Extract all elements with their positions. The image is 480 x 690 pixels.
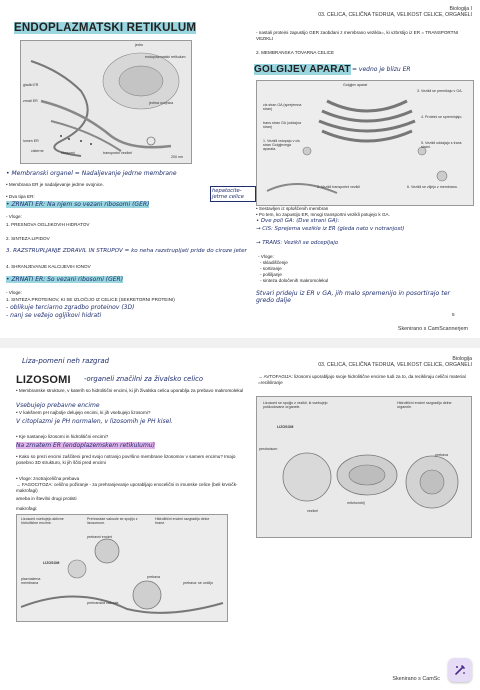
- golgi-summary-note: Stvari prideju iz ER v GA, jih malo spremenijo in posortirajo ter gredo dalje: [256, 290, 451, 304]
- hepatocytes-box: hepatocite- jetrne celice: [210, 186, 256, 202]
- page-number: 5: [452, 312, 455, 317]
- autophagy-note: → AVTOFAGIJA: lizosomi uporabljajo svoje hidrolitične encime tudi za to, da recikliraju celični material =recikliranje: [258, 374, 466, 385]
- lysosome-definition: -organeli značilni za živalsko celico: [84, 375, 204, 383]
- er-diagram: jedro endoplazmatski retikulum gladki ER zrnati ER lumen ER cisterne ribosomi jedrna ovojnica transportni vezikel 200 nm: [20, 40, 192, 164]
- scan-page-1: Biologija I 03. CELICA, CELIČNA TEORIJA, VELIKOST CELICE, ORGANELI ENDOPLAZMATSKI RETIKULUM jedro endoplazmatski retikulum gladki ER zrnati ER lumen ER cisterne ribosomi jedrna ovojnica transportni vezikel 200 nm - nastali proteini zapustijo GER zaobdani z membrano vezikla=, ki vzbrstijo iz ER = TRANSPORTNI VEZIKLI 2. MEMBRANSKA TOVARNA CELICE GOLGIJEV APARAT = vedno je blizu ER Golgijev aparat cis stran GA (sprejemna stran) trans stran GA (oddajna stran) 3. Vezikli se premikajo v GA. 1. Vezikli vstopajo v cis stran Golgijevega aparata. 4. Proteini se spreminjajo. 5. Vezikli oddajajo s trans strani. 6. Vezikli se zlijejo z membrano. 2. Vezikli transportni vezikli • Membranski organel = Nadaljevanje jedrne membrane • Membrana ER je nadaljevanje jedrne ovojnice. • Dva tipa ER: • ZRNATI ER: Na njem so vezani ribosomi (GER) - Vloge: 1. PRESNOVA OGLJIKOVIH HIDRATOV 2. SINTEZA LIPIDOV 3. RAZSTRUPLJANJE ZDRAVIL IN STRUPOV = ko neha razstrupljati pride do ciroze jeter 4. SHRANJEVANJE KALCIJEVIH IONOV • ZRNATI ER: So vezani ribosomi (GER) - Vloge: 1. SINTEZA PROTEINOV, KI SE IZLOČIJO IZ CELICE (SEKRETORNI PROTEINI) - oblikuje terciarno zgradbo proteinov (3D) - nanj se vežejo ogljikovi hidrati hepatocite- jetrne celice • Sestavljen iz sploščenih membran • Po tem, ko zapustijo ER, mnogi transportni vezikli potujejo k GA. • Dve poli GA: (Dve strani GA): → CIS: Sprejema vezikle iz ER (gleda nato v notranjost) → TRANS: Vezikli se odcepljajo - Vloge: - skladiščenje - sortiranje - pošiljanje - sinteza določenih makromolekul Stvari prideju iz ER v GA, jih malo spremenijo in posortirajo ter gredo dalje 5 Skenirano s CamScannerjem: [0, 0, 480, 338]
- scan-page-2: Biologija 03. CELICA, CELIČNA TEORIJA, VELIKOST CELICE, ORGANELI Liza-pomeni neh razgrad LIZOSOMI -organeli značilni za živalsko celico → AVTOFAGIJA: lizosomi uporabljajo svoje hidrolitične encime tudi za to, da recikliraju celični material =recikliranje • Membranske strukture, v katerih so hidrolitični encimi, ki jih živalska celica uporablja za prebavo makromolekul Vsebujejo prebavne encime • V kakšnem pH najbolje delujejo encimi, ki jih vsebujejo lizosomi? V citoplazmi je PH normalen, v lizosomih je PH kisel. • Kje nastanejo lizosomi in hidrolitični encimi? Na zrnatem ER (endoplazemskem retikulumu) • Kako so prezi encimi zaščiteni pred svojo notranjo površino membrane lizosomov v samem encimu? Imajo posebno 3D strukturo, ki jih ščiti pred encimi • Vloge: znotrajcelična prebava → FAGOCITOZA: celično požiranje - za prehranjevanje uporabljajo enocelični in imunske celice (beli krvničk-makrofagi) ameba in številni drugi protisti Lizosomi se spojijo z vezikli, ki vsebujejo poškodovane organele. Hidrolitični encimi razgradijo delne organele. LIZOSOM peroksisom prebava mitohondrij vezikel makrofagi: Lizosomi vsebujejo aktivne hidrolitične encime. Prehranske vakuole se spojijo z lizosomom. Hidrolitični encimi razgradijo delce hrane. prebavni encimi LIZOSOM plazmalema membrana prebava prehranska vakuola prebava: se uničijo Skenirano s CamSc: [0, 348, 480, 690]
- golgi-diagram: Golgijev aparat cis stran GA (sprejemna stran) trans stran GA (oddajna stran) 3. Vezikli se premikajo v GA. 1. Vezikli vstopajo v cis stran Golgijevega aparata. 4. Proteini se spreminjajo. 5. Vezikli oddajajo s trans strani. 6. Vezikli se zlijejo z membrano. 2. Vezikli transportni vezikli: [256, 80, 474, 206]
- lysis-note: Liza-pomeni neh razgrad: [22, 357, 110, 365]
- phagocytosis-diagram: Lizosomi vsebujejo aktivne hidrolitične encime. Prehranske vakuole se spojijo z lizosomom. Hidrolitični encimi razgradijo delce hrane. prebavni encimi LIZOSOM plazmalema membrana prebava prehranska vakuola prebava: se uničijo: [16, 514, 228, 622]
- page-header: Biologija 03. CELICA, CELIČNA TEORIJA, VELIKOST CELICE, ORGANELI: [318, 356, 472, 368]
- scanner-footer: Skenirano s CamScannerjem: [397, 326, 468, 332]
- membrane-factory-note: 2. MEMBRANSKA TOVARNA CELICE: [256, 50, 335, 55]
- golgi-handwritten-note: = vedno je blizu ER: [352, 66, 411, 73]
- membrane-organelle-note: • Membranski organel = Nadaljevanje jedrne membrane: [6, 170, 177, 177]
- macrophages-heading: makrofagi:: [16, 506, 38, 511]
- transport-vesicle-note: - nastali proteini zapustijo GER zaobdani z membrano vezikla=, ki vzbrstijo iz ER = TRANSPORTNI VEZIKLI: [256, 30, 459, 41]
- section-title-lysosomes: LIZOSOMI: [16, 374, 71, 386]
- autophagy-diagram: Lizosomi se spojijo z vezikli, ki vsebujejo poškodovane organele. Hidrolitični encimi razgradijo delne organele. LIZOSOM peroksisom prebava mitohondrij vezikel: [256, 396, 472, 538]
- scanner-footer: Skenirano s CamSc: [392, 676, 440, 682]
- section-title-er: ENDOPLAZMATSKI RETIKULUM: [14, 22, 197, 34]
- rough-er-note: • ZRNATI ER: Na njem so vezani ribosomi (GER): [6, 201, 150, 208]
- page-header: Biologija I 03. CELICA, CELIČNA TEORIJA, VELIKOST CELICE, ORGANELI: [318, 6, 472, 18]
- sparkle-pen-icon: [453, 663, 467, 677]
- section-title-golgi: GOLGIJEV APARAT: [254, 64, 351, 75]
- autophagy-illustration: [257, 397, 471, 537]
- edit-fab-button[interactable]: [448, 658, 472, 682]
